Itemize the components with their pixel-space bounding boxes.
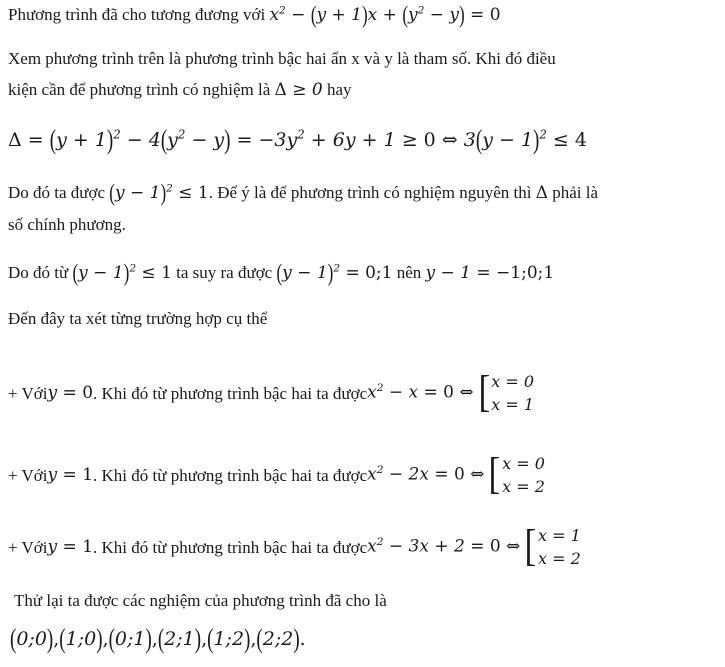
paragraph-line-2: [8, 48, 556, 69]
case-y1a-bracket-group: [487, 449, 545, 499]
case-y0-math: y = 0: [47, 382, 94, 403]
line-7-math-2: $(y - 1)^2$ = 0;1: [276, 258, 393, 287]
display-equation-delta: [8, 125, 587, 156]
line-5-text-pre: Do đó ta được: [8, 183, 110, 202]
line-1-math: $x^2 - (y + 1)x + (y^2 - y) = 0$: [269, 0, 501, 29]
left-bracket-icon: [: [488, 449, 501, 499]
line-5-text-post: . Để ý là để phương trình có nghiệm nguyên thì: [208, 183, 536, 202]
case-y0-rows: [491, 370, 534, 416]
line-5-text-post2: phải là: [547, 183, 599, 202]
line-5-math-1: $(y - 1)^2 \le 1$: [109, 178, 209, 207]
left-bracket-icon: [: [478, 367, 490, 417]
case-y1b-rows: [538, 524, 581, 570]
solution-set-line: [10, 624, 306, 655]
case-y1a-text-mid: . Khi đó từ phương trình bậc hai ta được: [93, 465, 368, 485]
solution-set-math: (0;0),(1;0),(0;1),(2;1),(1;2),(2;2).: [10, 624, 306, 655]
line-3-text-pre: kiện cần để phương trình có nghiệm là: [8, 80, 275, 99]
case-y0-row-2: x = 1: [491, 395, 535, 415]
paragraph-line-5: [8, 178, 599, 207]
line-7-math-1: $(y - 1)^2 \le 1$: [72, 258, 172, 287]
case-y1a-row-2: x = 2: [502, 477, 545, 497]
case-y1a-text-pre: + Với: [8, 465, 48, 485]
line-7-text-mid2: nên: [392, 263, 426, 282]
line-3-math: Δ ≥ 0: [274, 80, 323, 100]
conclusion-text: Thử lại ta được các nghiệm của phương trình đã cho là: [14, 591, 387, 610]
case-y0-row-1: x = 0: [491, 372, 535, 391]
paragraph-line-1: [8, 0, 501, 29]
case-line-y0: [8, 367, 535, 417]
case-y1b-equation: $x^2 - 3x + 2 = 0$ ⇔: [367, 536, 521, 557]
paragraph-line-7: [8, 258, 555, 287]
display-equation-delta-math: $\Delta = (y + 1)^2 - 4(y^2 - y) = -3y^2 + 6y + 1 \ge 0$ ⇔ $3(y - 1)^2 \le 4$: [8, 125, 587, 156]
case-y1b-math: y = 1: [47, 536, 94, 557]
case-line-y1-b: [8, 521, 581, 571]
line-6-text: số chính phương.: [8, 215, 126, 234]
line-2-text: Xem phương trình trên là phương trình bậc hai ẩn x và y là tham số. Khi đó điều: [8, 49, 556, 68]
line-3-text-post: hay: [322, 80, 352, 99]
case-y1b-row-1: x = 1: [537, 526, 581, 545]
line-5-math-2: Δ: [535, 183, 548, 203]
paragraph-line-3: [8, 79, 352, 101]
line-8-text: Đến đây ta xét từng trường hợp cụ thể: [8, 309, 268, 328]
case-line-y1-a: [8, 449, 545, 499]
line-7-text-mid: ta suy ra được: [171, 263, 277, 282]
case-y1b-row-2: x = 2: [537, 549, 581, 569]
case-y0-text-pre: + Với: [8, 383, 48, 403]
case-y1a-row-1: x = 0: [502, 454, 545, 473]
conclusion-line: [14, 590, 387, 611]
paragraph-line-8: [8, 308, 267, 329]
line-7-math-3: y − 1 = −1;0;1: [425, 263, 555, 283]
case-y1b-text-mid: . Khi đó từ phương trình bậc hai ta được: [93, 537, 368, 557]
case-y1a-equation: $x^2 - 2x = 0$ ⇔: [367, 464, 485, 485]
case-y1b-bracket-group: [523, 521, 581, 571]
case-y1a-rows: [502, 452, 545, 498]
case-y1a-math: y = 1: [47, 464, 94, 485]
line-7-text-pre: Do đó từ: [8, 263, 73, 282]
case-y0-text-mid: . Khi đó từ phương trình bậc hai ta được: [93, 383, 368, 403]
case-y0-equation: $x^2 - x = 0$ ⇔: [367, 382, 474, 403]
case-y0-bracket-group: [477, 367, 535, 417]
left-bracket-icon: [: [524, 521, 537, 571]
paragraph-line-6: [8, 214, 126, 235]
line-1-text: Phương trình đã cho tương đương với: [8, 5, 270, 24]
case-y1b-text-pre: + Với: [8, 537, 48, 557]
